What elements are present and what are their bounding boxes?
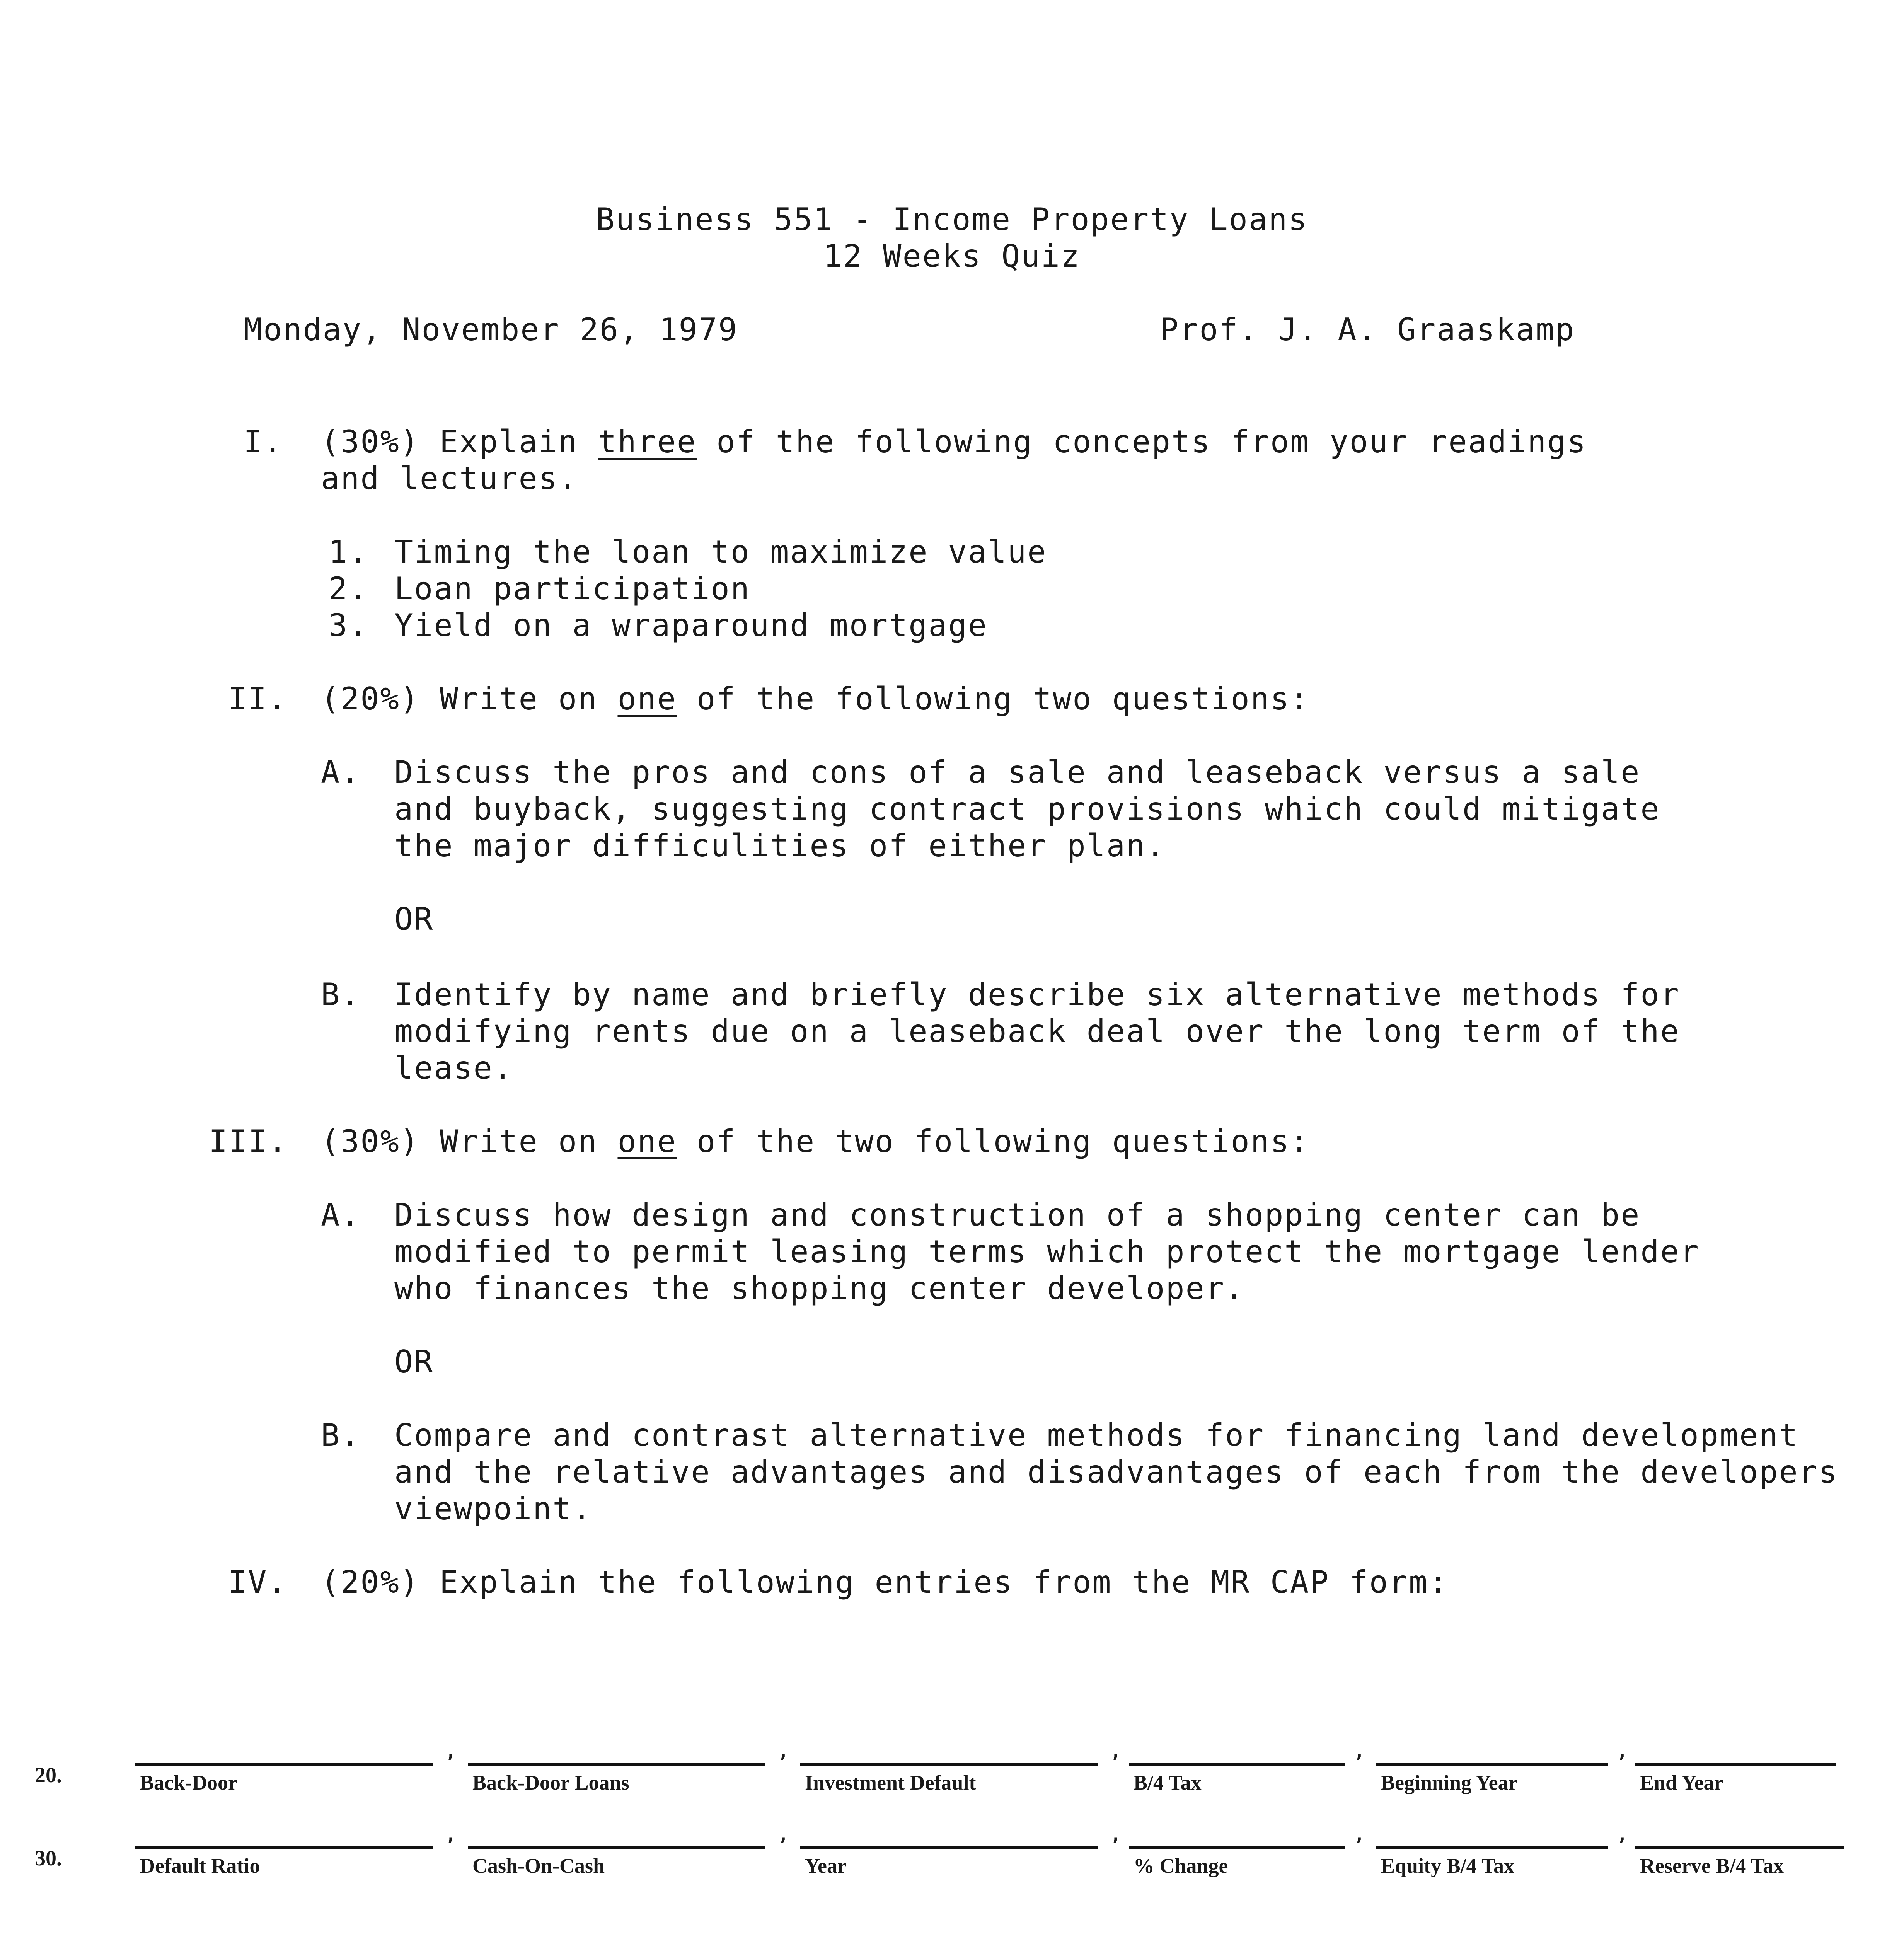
emphasis-one: one (617, 1123, 677, 1159)
section-3-numeral: III. (209, 1123, 288, 1159)
question-3b-label: B. (321, 1417, 361, 1453)
section-1-instruction-cont: and lectures. (321, 460, 578, 496)
emphasis-one: one (617, 681, 677, 717)
form-row-30: 30. Default Ratio ’ Cash-On-Cash ’ Year ’ % Change ’ Equity B/4 Tax ’ Reserve B/4 Tax (0, 1846, 1904, 1908)
concept-3-text: Yield on a wraparound mortgage (394, 607, 988, 643)
section-1-numeral: I. (244, 424, 283, 460)
section-3-instruction: (30%) Write on one of the two following questions: (321, 1123, 1310, 1159)
question-2a-line: Discuss the pros and cons of a sale and leaseback versus a sale (394, 754, 1641, 790)
concept-3-number: 3. (329, 607, 368, 643)
section-1-instruction: (30%) Explain three of the following concepts from your readings (321, 424, 1587, 460)
emphasis-three: three (598, 424, 697, 460)
question-2b-line: Identify by name and briefly describe six alternative methods for (394, 977, 1680, 1013)
question-3a-line: modified to permit leasing terms which protect the mortgage lender (394, 1234, 1700, 1270)
question-3a-label: A. (321, 1197, 361, 1233)
question-2a-label: A. (321, 754, 361, 790)
concept-2-number: 2. (329, 571, 368, 607)
question-2b-line: lease. (394, 1050, 513, 1086)
concept-1-number: 1. (329, 534, 368, 570)
question-3a-line: who finances the shopping center developer. (394, 1270, 1245, 1306)
or-separator: OR (394, 901, 434, 937)
question-3b-line: and the relative advantages and disadvantages of each from the developers (394, 1454, 1838, 1490)
form-row-20: 20. Back-Door ’ Back-Door Loans ’ Investment Default ’ B/4 Tax ’ Beginning Year ’ End Year (0, 1763, 1904, 1825)
question-2b-line: modifying rents due on a leaseback deal over the long term of the (394, 1013, 1680, 1049)
section-2-numeral: II. (228, 681, 288, 717)
section-4-instruction: (20%) Explain the following entries from the MR CAP form: (321, 1564, 1449, 1600)
form-row-number: 20. (35, 1763, 62, 1787)
or-separator: OR (394, 1344, 434, 1380)
question-3b-line: viewpoint. (394, 1491, 592, 1527)
question-2a-line: the major difficulities of either plan. (394, 828, 1166, 864)
document-subtitle: 12 Weeks Quiz (823, 238, 1081, 274)
concept-2-text: Loan participation (394, 571, 750, 607)
professor-name: Prof. J. A. Graaskamp (1160, 312, 1575, 348)
form-row-number: 30. (35, 1846, 62, 1870)
question-3b-line: Compare and contrast alternative methods for financing land development (394, 1417, 1799, 1453)
question-2b-label: B. (321, 977, 361, 1013)
section-2-instruction: (20%) Write on one of the following two questions: (321, 681, 1310, 717)
exam-date: Monday, November 26, 1979 (244, 312, 738, 348)
concept-1-text: Timing the loan to maximize value (394, 534, 1047, 570)
question-3a-line: Discuss how design and construction of a shopping center can be (394, 1197, 1641, 1233)
question-2a-line: and buyback, suggesting contract provisions which could mitigate (394, 791, 1660, 827)
section-4-numeral: IV. (228, 1564, 288, 1600)
document-title: Business 551 - Income Property Loans (596, 201, 1308, 237)
